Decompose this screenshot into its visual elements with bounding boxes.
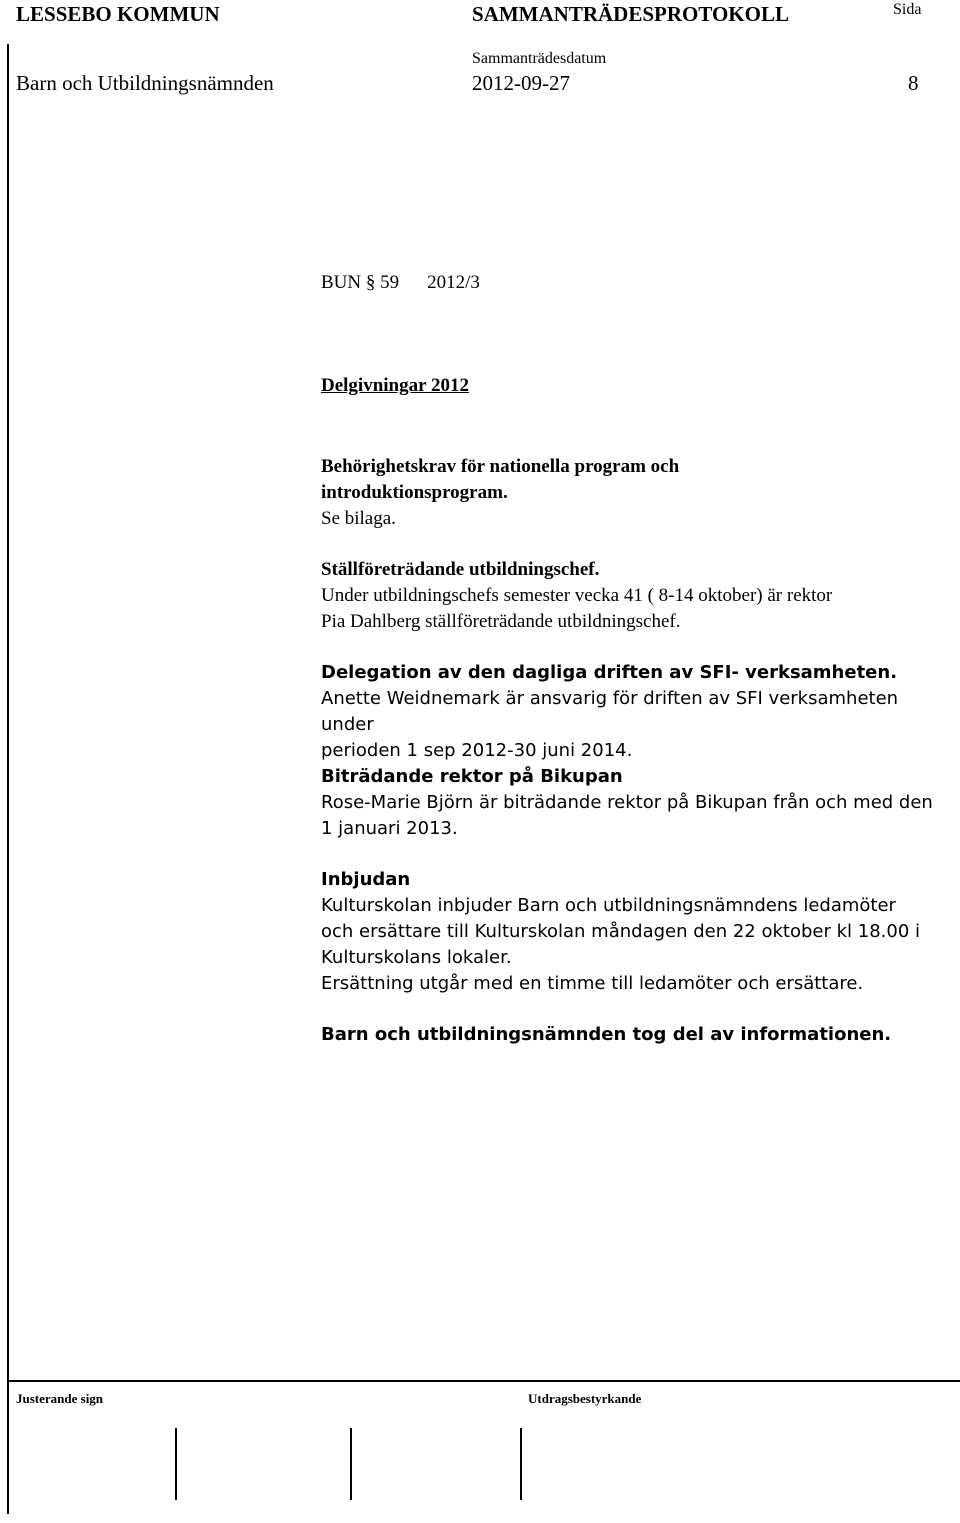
inbjudan-body-3: Kulturskolans lokaler. xyxy=(321,947,512,968)
delegation-body-2: perioden 1 sep 2012-30 juni 2014. xyxy=(321,740,633,761)
behorighet-heading-1: Behörighetskrav för nationella program och xyxy=(321,456,680,477)
utdragsbestyrkande-label: Utdragsbestyrkande xyxy=(528,1391,642,1406)
item-stallforetradande xyxy=(321,557,951,635)
committee-name: Barn och Utbildningsnämnden xyxy=(16,71,274,95)
delegation-heading: Delegation av den dagliga driften av SFI- verksamheten. xyxy=(321,662,898,683)
conclusion: Barn och utbildningsnämnden tog del av informationen. xyxy=(321,1024,892,1045)
document-type: SAMMANTRÄDESPROTOKOLL xyxy=(472,2,789,26)
section-sign: § xyxy=(361,272,381,293)
delegation-body-1: Anette Weidnemark är ansvarig för driften av SFI verksamheten under xyxy=(321,688,899,735)
signature-box-divider-2 xyxy=(350,1428,352,1500)
footer-rule xyxy=(7,1380,960,1382)
item-delegation xyxy=(321,660,951,764)
meeting-date: 2012-09-27 xyxy=(472,71,570,95)
behorighet-heading-2: introduktionsprogram. xyxy=(321,482,508,503)
behorighet-body: Se bilaga. xyxy=(321,508,396,529)
bitradande-body-1: Rose-Marie Björn är biträdande rektor på Bikupan från och med den xyxy=(321,792,933,813)
inbjudan-body-1: Kulturskolan inbjuder Barn och utbildningsnämndens ledamöter xyxy=(321,895,896,916)
stallforetradande-body-2: Pia Dahlberg ställföreträdande utbildningschef. xyxy=(321,611,681,632)
case-number: 2012/3 xyxy=(427,272,480,293)
inbjudan-heading: Inbjudan xyxy=(321,869,411,890)
inbjudan-body-4: Ersättning utgår med en timme till ledamöter och ersättare. xyxy=(321,973,864,994)
signature-box-divider-3 xyxy=(520,1428,522,1500)
case-paragraph: 59 xyxy=(380,272,400,293)
case-title: Delgivningar 2012 xyxy=(321,375,469,396)
inbjudan-body-2: och ersättare till Kulturskolan måndagen den 22 oktober kl 18.00 i xyxy=(321,921,921,942)
case-reference xyxy=(321,272,480,294)
stallforetradande-body-1: Under utbildningschefs semester vecka 41 ( 8-14 oktober) är rektor xyxy=(321,585,833,606)
bitradande-heading: Biträdande rektor på Bikupan xyxy=(321,766,623,787)
item-inbjudan xyxy=(321,867,951,997)
page-label: Sida xyxy=(893,1,922,18)
bitradande-body-2: 1 januari 2013. xyxy=(321,818,458,839)
conclusion-block xyxy=(321,1022,951,1048)
item-bitradande xyxy=(321,764,951,842)
stallforetradande-heading: Ställföreträdande utbildningschef. xyxy=(321,559,600,580)
date-label: Sammanträdesdatum xyxy=(472,50,607,67)
item-behorighet xyxy=(321,454,951,532)
left-margin-rule xyxy=(7,44,9,1514)
justerande-sign-label: Justerande sign xyxy=(16,1391,104,1406)
case-ref-code: BUN xyxy=(321,272,362,293)
signature-box-divider-1 xyxy=(175,1428,177,1500)
page-number: 8 xyxy=(908,71,919,95)
organization-name: LESSEBO KOMMUN xyxy=(16,2,220,26)
